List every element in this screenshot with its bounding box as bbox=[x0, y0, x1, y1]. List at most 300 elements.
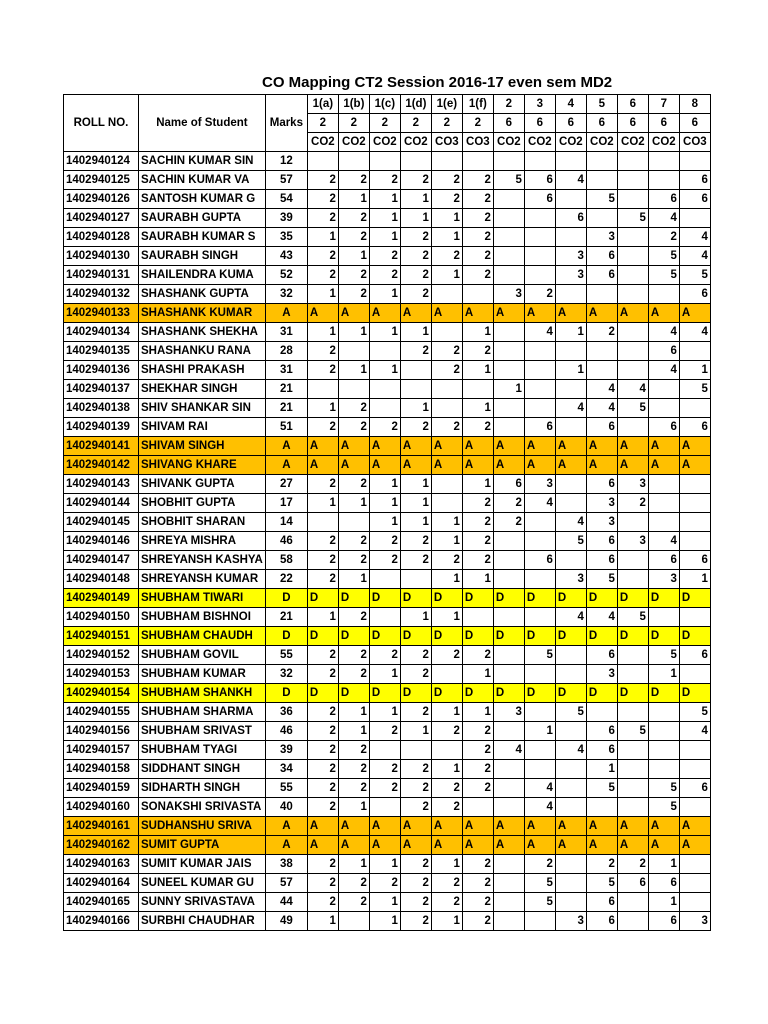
question-mark-cell[interactable]: 2 bbox=[307, 190, 338, 209]
question-mark-cell[interactable] bbox=[369, 608, 400, 627]
question-mark-cell[interactable] bbox=[617, 703, 648, 722]
roll-no-cell[interactable]: 1402940133 bbox=[64, 304, 139, 323]
question-mark-cell[interactable]: 1 bbox=[462, 399, 493, 418]
question-mark-cell[interactable] bbox=[493, 570, 524, 589]
question-mark-cell[interactable]: A bbox=[555, 304, 586, 323]
question-mark-cell[interactable]: A bbox=[648, 304, 679, 323]
question-mark-cell[interactable]: 2 bbox=[338, 399, 369, 418]
question-mark-cell[interactable]: 1 bbox=[369, 475, 400, 494]
question-mark-cell[interactable] bbox=[338, 513, 369, 532]
marks-cell[interactable]: A bbox=[265, 304, 307, 323]
question-mark-cell[interactable] bbox=[400, 152, 431, 171]
roll-no-cell[interactable]: 1402940148 bbox=[64, 570, 139, 589]
question-mark-cell[interactable]: 6 bbox=[586, 646, 617, 665]
question-mark-cell[interactable]: 2 bbox=[307, 855, 338, 874]
header-co-cell[interactable]: CO2 bbox=[555, 133, 586, 152]
question-mark-cell[interactable]: A bbox=[648, 456, 679, 475]
question-mark-cell[interactable]: 2 bbox=[338, 228, 369, 247]
question-mark-cell[interactable] bbox=[555, 798, 586, 817]
question-mark-cell[interactable] bbox=[524, 209, 555, 228]
question-mark-cell[interactable]: 3 bbox=[493, 285, 524, 304]
student-name-cell[interactable]: SHREYA MISHRA bbox=[139, 532, 266, 551]
question-mark-cell[interactable] bbox=[307, 513, 338, 532]
question-mark-cell[interactable]: A bbox=[586, 437, 617, 456]
question-mark-cell[interactable] bbox=[524, 152, 555, 171]
question-mark-cell[interactable]: 2 bbox=[462, 513, 493, 532]
question-mark-cell[interactable]: 6 bbox=[617, 874, 648, 893]
question-mark-cell[interactable]: D bbox=[307, 684, 338, 703]
question-mark-cell[interactable]: 1 bbox=[431, 855, 462, 874]
question-mark-cell[interactable]: 2 bbox=[462, 532, 493, 551]
question-mark-cell[interactable]: A bbox=[617, 304, 648, 323]
marks-cell[interactable]: D bbox=[265, 627, 307, 646]
question-mark-cell[interactable] bbox=[648, 608, 679, 627]
question-mark-cell[interactable]: 6 bbox=[679, 285, 710, 304]
header-co-cell[interactable]: CO2 bbox=[369, 133, 400, 152]
question-mark-cell[interactable]: 2 bbox=[307, 342, 338, 361]
question-mark-cell[interactable]: 1 bbox=[431, 228, 462, 247]
question-mark-cell[interactable]: 2 bbox=[586, 855, 617, 874]
question-mark-cell[interactable] bbox=[617, 342, 648, 361]
question-mark-cell[interactable]: 2 bbox=[431, 798, 462, 817]
roll-no-cell[interactable]: 1402940165 bbox=[64, 893, 139, 912]
question-mark-cell[interactable]: A bbox=[493, 836, 524, 855]
question-mark-cell[interactable] bbox=[617, 551, 648, 570]
question-mark-cell[interactable] bbox=[617, 190, 648, 209]
question-mark-cell[interactable]: 1 bbox=[431, 703, 462, 722]
question-mark-cell[interactable]: 1 bbox=[462, 323, 493, 342]
student-name-cell[interactable]: SHASHANK SHEKHA bbox=[139, 323, 266, 342]
question-mark-cell[interactable]: 1 bbox=[462, 475, 493, 494]
question-mark-cell[interactable]: D bbox=[307, 589, 338, 608]
question-mark-cell[interactable]: 2 bbox=[462, 912, 493, 931]
question-mark-cell[interactable]: D bbox=[462, 627, 493, 646]
question-mark-cell[interactable]: 4 bbox=[617, 380, 648, 399]
question-mark-cell[interactable]: 6 bbox=[524, 418, 555, 437]
question-mark-cell[interactable]: 6 bbox=[648, 912, 679, 931]
question-mark-cell[interactable]: 1 bbox=[431, 513, 462, 532]
student-name-cell[interactable]: SHASHI PRAKASH bbox=[139, 361, 266, 380]
question-mark-cell[interactable] bbox=[462, 285, 493, 304]
question-mark-cell[interactable] bbox=[679, 342, 710, 361]
question-mark-cell[interactable]: 1 bbox=[369, 190, 400, 209]
question-mark-cell[interactable] bbox=[586, 361, 617, 380]
question-mark-cell[interactable]: A bbox=[338, 304, 369, 323]
question-mark-cell[interactable]: 5 bbox=[555, 703, 586, 722]
question-mark-cell[interactable]: 2 bbox=[400, 551, 431, 570]
student-name-cell[interactable]: SHIVAM SINGH bbox=[139, 437, 266, 456]
marks-cell[interactable]: 34 bbox=[265, 760, 307, 779]
student-name-cell[interactable]: SHUBHAM CHAUDH bbox=[139, 627, 266, 646]
question-mark-cell[interactable]: D bbox=[679, 684, 710, 703]
question-mark-cell[interactable] bbox=[617, 228, 648, 247]
marks-cell[interactable]: 27 bbox=[265, 475, 307, 494]
question-mark-cell[interactable]: 2 bbox=[400, 646, 431, 665]
question-mark-cell[interactable]: 2 bbox=[307, 703, 338, 722]
question-mark-cell[interactable]: 2 bbox=[338, 665, 369, 684]
question-mark-cell[interactable]: 1 bbox=[369, 228, 400, 247]
roll-no-cell[interactable]: 1402940162 bbox=[64, 836, 139, 855]
question-mark-cell[interactable]: 2 bbox=[431, 893, 462, 912]
question-mark-cell[interactable]: D bbox=[462, 684, 493, 703]
question-mark-cell[interactable]: 2 bbox=[369, 874, 400, 893]
question-mark-cell[interactable]: 1 bbox=[431, 912, 462, 931]
question-mark-cell[interactable]: D bbox=[648, 684, 679, 703]
question-mark-cell[interactable]: A bbox=[493, 817, 524, 836]
header-max-marks-cell[interactable]: 6 bbox=[648, 114, 679, 133]
question-mark-cell[interactable]: 2 bbox=[431, 342, 462, 361]
question-mark-cell[interactable]: 2 bbox=[307, 665, 338, 684]
question-mark-cell[interactable] bbox=[555, 779, 586, 798]
question-mark-cell[interactable]: D bbox=[524, 684, 555, 703]
question-mark-cell[interactable]: 1 bbox=[400, 209, 431, 228]
question-mark-cell[interactable]: A bbox=[586, 836, 617, 855]
question-mark-cell[interactable]: 2 bbox=[338, 741, 369, 760]
question-mark-cell[interactable] bbox=[524, 570, 555, 589]
question-mark-cell[interactable] bbox=[524, 703, 555, 722]
question-mark-cell[interactable] bbox=[679, 494, 710, 513]
marks-cell[interactable]: 57 bbox=[265, 874, 307, 893]
question-mark-cell[interactable]: A bbox=[307, 456, 338, 475]
question-mark-cell[interactable]: A bbox=[493, 456, 524, 475]
question-mark-cell[interactable]: 5 bbox=[648, 247, 679, 266]
question-mark-cell[interactable]: 6 bbox=[586, 551, 617, 570]
question-mark-cell[interactable]: 2 bbox=[307, 779, 338, 798]
question-mark-cell[interactable]: 1 bbox=[679, 361, 710, 380]
roll-no-cell[interactable]: 1402940157 bbox=[64, 741, 139, 760]
question-mark-cell[interactable]: 2 bbox=[307, 266, 338, 285]
question-mark-cell[interactable] bbox=[555, 152, 586, 171]
question-mark-cell[interactable]: A bbox=[462, 836, 493, 855]
question-mark-cell[interactable]: 1 bbox=[307, 912, 338, 931]
question-mark-cell[interactable]: 2 bbox=[431, 418, 462, 437]
header-co-cell[interactable]: CO2 bbox=[400, 133, 431, 152]
question-mark-cell[interactable]: A bbox=[369, 456, 400, 475]
marks-cell[interactable]: 36 bbox=[265, 703, 307, 722]
question-mark-cell[interactable] bbox=[679, 513, 710, 532]
question-mark-cell[interactable]: 3 bbox=[524, 475, 555, 494]
question-mark-cell[interactable] bbox=[431, 665, 462, 684]
question-mark-cell[interactable] bbox=[493, 779, 524, 798]
question-mark-cell[interactable] bbox=[679, 152, 710, 171]
question-mark-cell[interactable] bbox=[369, 342, 400, 361]
question-mark-cell[interactable]: 1 bbox=[369, 494, 400, 513]
question-mark-cell[interactable]: 2 bbox=[307, 247, 338, 266]
question-mark-cell[interactable]: A bbox=[431, 304, 462, 323]
question-mark-cell[interactable]: A bbox=[617, 817, 648, 836]
question-mark-cell[interactable]: 6 bbox=[648, 874, 679, 893]
question-mark-cell[interactable]: 2 bbox=[307, 361, 338, 380]
question-mark-cell[interactable]: 2 bbox=[369, 247, 400, 266]
marks-cell[interactable]: 28 bbox=[265, 342, 307, 361]
header-max-marks-cell[interactable]: 2 bbox=[400, 114, 431, 133]
roll-no-cell[interactable]: 1402940146 bbox=[64, 532, 139, 551]
question-mark-cell[interactable]: 2 bbox=[462, 760, 493, 779]
question-mark-cell[interactable]: 1 bbox=[338, 190, 369, 209]
question-mark-cell[interactable] bbox=[555, 665, 586, 684]
question-mark-cell[interactable]: 6 bbox=[679, 418, 710, 437]
student-name-cell[interactable]: SIDHARTH SINGH bbox=[139, 779, 266, 798]
question-mark-cell[interactable] bbox=[493, 418, 524, 437]
question-mark-cell[interactable]: 1 bbox=[338, 703, 369, 722]
question-mark-cell[interactable] bbox=[493, 228, 524, 247]
question-mark-cell[interactable]: A bbox=[431, 456, 462, 475]
marks-cell[interactable]: 51 bbox=[265, 418, 307, 437]
roll-no-cell[interactable]: 1402940151 bbox=[64, 627, 139, 646]
header-max-marks-cell[interactable]: 2 bbox=[462, 114, 493, 133]
question-mark-cell[interactable]: 1 bbox=[586, 760, 617, 779]
question-mark-cell[interactable] bbox=[586, 703, 617, 722]
header-co-cell[interactable]: CO2 bbox=[524, 133, 555, 152]
question-mark-cell[interactable] bbox=[555, 190, 586, 209]
marks-cell[interactable]: 21 bbox=[265, 380, 307, 399]
question-mark-cell[interactable]: 2 bbox=[400, 228, 431, 247]
student-name-cell[interactable]: SACHIN KUMAR VA bbox=[139, 171, 266, 190]
question-mark-cell[interactable]: 5 bbox=[648, 798, 679, 817]
question-mark-cell[interactable]: 1 bbox=[400, 722, 431, 741]
question-mark-cell[interactable]: D bbox=[524, 589, 555, 608]
question-mark-cell[interactable]: A bbox=[369, 817, 400, 836]
question-mark-cell[interactable]: 2 bbox=[462, 228, 493, 247]
question-mark-cell[interactable]: 2 bbox=[431, 722, 462, 741]
marks-cell[interactable]: D bbox=[265, 684, 307, 703]
roll-no-cell[interactable]: 1402940136 bbox=[64, 361, 139, 380]
question-mark-cell[interactable]: 2 bbox=[338, 608, 369, 627]
question-mark-cell[interactable]: 2 bbox=[462, 247, 493, 266]
question-mark-cell[interactable] bbox=[586, 342, 617, 361]
question-mark-cell[interactable]: 1 bbox=[369, 893, 400, 912]
marks-cell[interactable]: A bbox=[265, 817, 307, 836]
header-co-cell[interactable]: CO2 bbox=[617, 133, 648, 152]
question-mark-cell[interactable]: 1 bbox=[369, 361, 400, 380]
question-mark-cell[interactable]: 2 bbox=[400, 779, 431, 798]
question-mark-cell[interactable]: 1 bbox=[400, 513, 431, 532]
question-mark-cell[interactable]: 3 bbox=[555, 266, 586, 285]
question-mark-cell[interactable] bbox=[555, 874, 586, 893]
student-name-cell[interactable]: SUNEEL KUMAR GU bbox=[139, 874, 266, 893]
question-mark-cell[interactable]: A bbox=[462, 456, 493, 475]
question-mark-cell[interactable] bbox=[338, 342, 369, 361]
question-mark-cell[interactable]: D bbox=[617, 684, 648, 703]
roll-no-cell[interactable]: 1402940164 bbox=[64, 874, 139, 893]
question-mark-cell[interactable]: 4 bbox=[586, 399, 617, 418]
question-mark-cell[interactable] bbox=[617, 247, 648, 266]
question-mark-cell[interactable]: 2 bbox=[431, 646, 462, 665]
header-co-cell[interactable]: CO2 bbox=[586, 133, 617, 152]
question-mark-cell[interactable]: 3 bbox=[679, 912, 710, 931]
marks-cell[interactable]: 17 bbox=[265, 494, 307, 513]
marks-cell[interactable]: 14 bbox=[265, 513, 307, 532]
roll-no-cell[interactable]: 1402940135 bbox=[64, 342, 139, 361]
student-name-cell[interactable]: SHIVANG KHARE bbox=[139, 456, 266, 475]
student-name-cell[interactable]: SUMIT GUPTA bbox=[139, 836, 266, 855]
question-mark-cell[interactable] bbox=[524, 342, 555, 361]
question-mark-cell[interactable] bbox=[524, 532, 555, 551]
question-mark-cell[interactable]: 6 bbox=[586, 722, 617, 741]
question-mark-cell[interactable]: 2 bbox=[400, 912, 431, 931]
question-mark-cell[interactable]: D bbox=[400, 589, 431, 608]
question-mark-cell[interactable]: 1 bbox=[431, 532, 462, 551]
question-mark-cell[interactable] bbox=[555, 760, 586, 779]
question-mark-cell[interactable] bbox=[524, 608, 555, 627]
student-name-cell[interactable]: SHREYANSH KUMAR bbox=[139, 570, 266, 589]
question-mark-cell[interactable] bbox=[431, 494, 462, 513]
header-co-cell[interactable]: CO2 bbox=[648, 133, 679, 152]
roll-no-cell[interactable]: 1402940126 bbox=[64, 190, 139, 209]
question-mark-cell[interactable] bbox=[617, 798, 648, 817]
roll-no-cell[interactable]: 1402940145 bbox=[64, 513, 139, 532]
question-mark-cell[interactable] bbox=[586, 209, 617, 228]
roll-no-cell[interactable]: 1402940127 bbox=[64, 209, 139, 228]
question-mark-cell[interactable]: 6 bbox=[586, 741, 617, 760]
student-name-cell[interactable]: SHASHANK KUMAR bbox=[139, 304, 266, 323]
question-mark-cell[interactable] bbox=[555, 855, 586, 874]
student-name-cell[interactable]: SHUBHAM TIWARI bbox=[139, 589, 266, 608]
question-mark-cell[interactable] bbox=[679, 608, 710, 627]
marks-cell[interactable]: A bbox=[265, 836, 307, 855]
question-mark-cell[interactable]: 2 bbox=[400, 874, 431, 893]
question-mark-cell[interactable]: 2 bbox=[369, 551, 400, 570]
question-mark-cell[interactable]: D bbox=[555, 589, 586, 608]
header-student-name[interactable]: Name of Student bbox=[139, 95, 266, 152]
question-mark-cell[interactable] bbox=[431, 399, 462, 418]
question-mark-cell[interactable]: A bbox=[679, 304, 710, 323]
question-mark-cell[interactable]: 1 bbox=[400, 608, 431, 627]
roll-no-cell[interactable]: 1402940128 bbox=[64, 228, 139, 247]
question-mark-cell[interactable]: 3 bbox=[586, 513, 617, 532]
question-mark-cell[interactable]: A bbox=[586, 817, 617, 836]
marks-cell[interactable]: 44 bbox=[265, 893, 307, 912]
question-mark-cell[interactable]: 1 bbox=[338, 247, 369, 266]
question-mark-cell[interactable] bbox=[586, 798, 617, 817]
header-marks[interactable]: Marks bbox=[265, 95, 307, 152]
question-mark-cell[interactable]: A bbox=[555, 817, 586, 836]
question-mark-cell[interactable]: 2 bbox=[307, 570, 338, 589]
question-mark-cell[interactable]: 2 bbox=[307, 532, 338, 551]
question-mark-cell[interactable]: 2 bbox=[369, 171, 400, 190]
roll-no-cell[interactable]: 1402940156 bbox=[64, 722, 139, 741]
marks-cell[interactable]: 21 bbox=[265, 608, 307, 627]
header-max-marks-cell[interactable]: 2 bbox=[431, 114, 462, 133]
question-mark-cell[interactable]: 2 bbox=[462, 741, 493, 760]
question-mark-cell[interactable] bbox=[493, 893, 524, 912]
question-mark-cell[interactable]: D bbox=[400, 684, 431, 703]
question-mark-cell[interactable]: 5 bbox=[524, 646, 555, 665]
question-mark-cell[interactable]: 2 bbox=[431, 361, 462, 380]
marks-cell[interactable]: 31 bbox=[265, 323, 307, 342]
question-mark-cell[interactable]: 4 bbox=[524, 798, 555, 817]
question-mark-cell[interactable]: A bbox=[493, 304, 524, 323]
question-mark-cell[interactable]: 6 bbox=[679, 190, 710, 209]
header-question-cell[interactable]: 6 bbox=[617, 95, 648, 114]
question-mark-cell[interactable]: D bbox=[555, 684, 586, 703]
question-mark-cell[interactable]: 2 bbox=[338, 779, 369, 798]
roll-no-cell[interactable]: 1402940147 bbox=[64, 551, 139, 570]
question-mark-cell[interactable] bbox=[679, 893, 710, 912]
roll-no-cell[interactable]: 1402940134 bbox=[64, 323, 139, 342]
question-mark-cell[interactable] bbox=[462, 152, 493, 171]
question-mark-cell[interactable]: 2 bbox=[338, 874, 369, 893]
question-mark-cell[interactable]: A bbox=[648, 817, 679, 836]
question-mark-cell[interactable] bbox=[617, 912, 648, 931]
question-mark-cell[interactable] bbox=[648, 399, 679, 418]
header-question-cell[interactable]: 7 bbox=[648, 95, 679, 114]
question-mark-cell[interactable]: 2 bbox=[369, 418, 400, 437]
question-mark-cell[interactable]: 2 bbox=[462, 646, 493, 665]
question-mark-cell[interactable]: 4 bbox=[555, 741, 586, 760]
question-mark-cell[interactable]: 1 bbox=[369, 513, 400, 532]
header-question-cell[interactable]: 4 bbox=[555, 95, 586, 114]
question-mark-cell[interactable] bbox=[462, 608, 493, 627]
question-mark-cell[interactable]: D bbox=[307, 627, 338, 646]
roll-no-cell[interactable]: 1402940130 bbox=[64, 247, 139, 266]
question-mark-cell[interactable]: D bbox=[617, 589, 648, 608]
roll-no-cell[interactable]: 1402940155 bbox=[64, 703, 139, 722]
header-question-cell[interactable]: 1(a) bbox=[307, 95, 338, 114]
question-mark-cell[interactable]: 2 bbox=[307, 741, 338, 760]
marks-cell[interactable]: 31 bbox=[265, 361, 307, 380]
marks-cell[interactable]: 49 bbox=[265, 912, 307, 931]
question-mark-cell[interactable] bbox=[431, 285, 462, 304]
question-mark-cell[interactable] bbox=[555, 494, 586, 513]
student-name-cell[interactable]: SURBHI CHAUDHAR bbox=[139, 912, 266, 931]
question-mark-cell[interactable] bbox=[493, 665, 524, 684]
question-mark-cell[interactable]: 3 bbox=[555, 570, 586, 589]
question-mark-cell[interactable] bbox=[679, 760, 710, 779]
question-mark-cell[interactable]: 6 bbox=[648, 342, 679, 361]
marks-cell[interactable]: 35 bbox=[265, 228, 307, 247]
question-mark-cell[interactable]: A bbox=[493, 437, 524, 456]
question-mark-cell[interactable]: 4 bbox=[586, 608, 617, 627]
question-mark-cell[interactable]: 2 bbox=[338, 646, 369, 665]
question-mark-cell[interactable]: 2 bbox=[431, 779, 462, 798]
header-co-cell[interactable]: CO2 bbox=[493, 133, 524, 152]
question-mark-cell[interactable]: 6 bbox=[524, 190, 555, 209]
question-mark-cell[interactable]: A bbox=[307, 836, 338, 855]
question-mark-cell[interactable]: D bbox=[431, 627, 462, 646]
question-mark-cell[interactable]: 2 bbox=[462, 893, 493, 912]
question-mark-cell[interactable]: 2 bbox=[400, 855, 431, 874]
question-mark-cell[interactable]: A bbox=[369, 304, 400, 323]
student-name-cell[interactable]: SHAILENDRA KUMA bbox=[139, 266, 266, 285]
question-mark-cell[interactable]: 2 bbox=[338, 760, 369, 779]
question-mark-cell[interactable]: 2 bbox=[431, 171, 462, 190]
question-mark-cell[interactable]: 5 bbox=[555, 532, 586, 551]
question-mark-cell[interactable] bbox=[524, 361, 555, 380]
question-mark-cell[interactable]: 2 bbox=[400, 665, 431, 684]
marks-cell[interactable]: 46 bbox=[265, 532, 307, 551]
question-mark-cell[interactable]: 2 bbox=[307, 646, 338, 665]
marks-cell[interactable]: 39 bbox=[265, 741, 307, 760]
question-mark-cell[interactable]: A bbox=[338, 456, 369, 475]
question-mark-cell[interactable]: 1 bbox=[338, 855, 369, 874]
question-mark-cell[interactable]: 2 bbox=[400, 893, 431, 912]
question-mark-cell[interactable] bbox=[524, 266, 555, 285]
question-mark-cell[interactable] bbox=[400, 570, 431, 589]
marks-cell[interactable]: 52 bbox=[265, 266, 307, 285]
question-mark-cell[interactable]: A bbox=[369, 836, 400, 855]
marks-cell[interactable]: 32 bbox=[265, 665, 307, 684]
marks-cell[interactable]: 22 bbox=[265, 570, 307, 589]
question-mark-cell[interactable]: 2 bbox=[369, 266, 400, 285]
roll-no-cell[interactable]: 1402940139 bbox=[64, 418, 139, 437]
question-mark-cell[interactable]: D bbox=[338, 589, 369, 608]
question-mark-cell[interactable]: 2 bbox=[462, 874, 493, 893]
question-mark-cell[interactable]: 4 bbox=[648, 209, 679, 228]
question-mark-cell[interactable] bbox=[493, 798, 524, 817]
question-mark-cell[interactable]: 1 bbox=[307, 399, 338, 418]
question-mark-cell[interactable]: A bbox=[369, 437, 400, 456]
